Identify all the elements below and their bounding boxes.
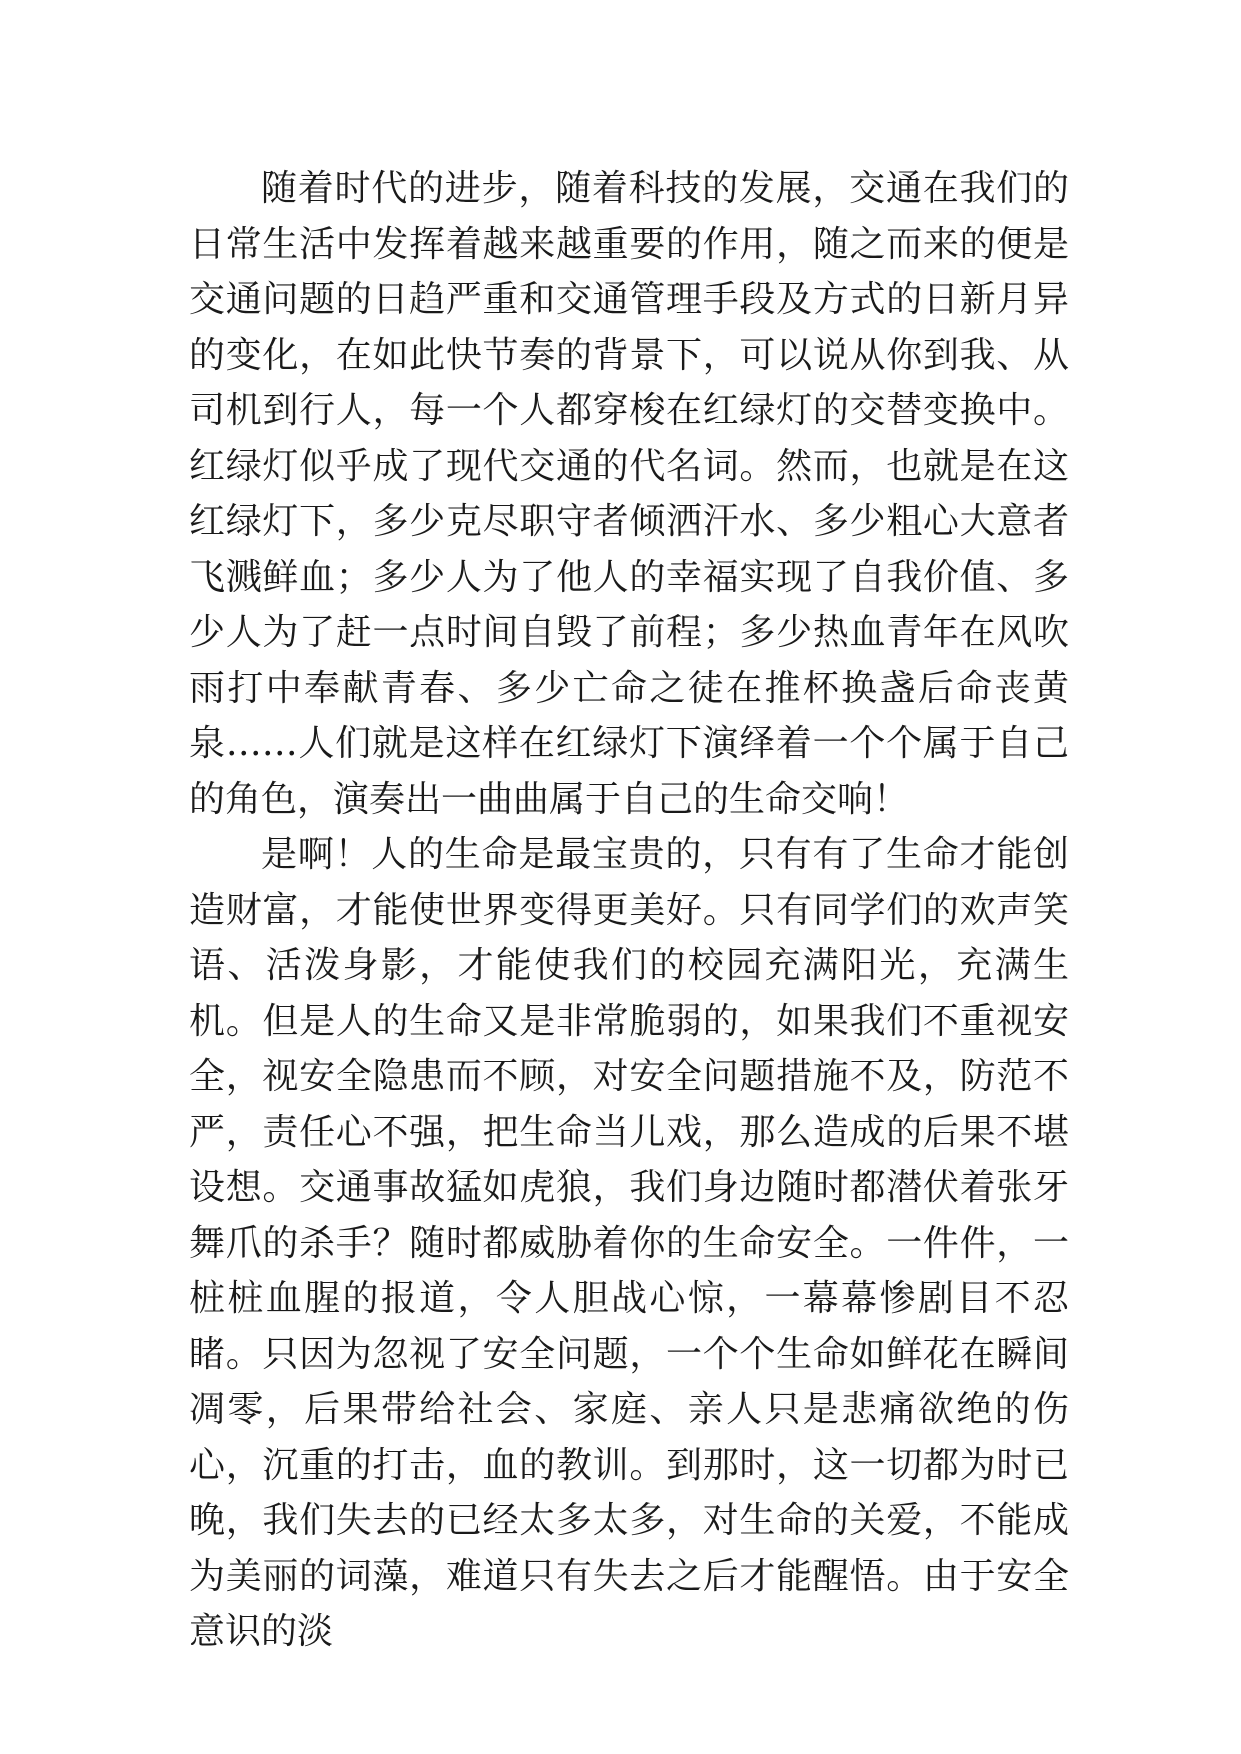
body-text — [189, 161, 1069, 1660]
paragraph-2: 是啊！人的生命是最宝贵的，只有有了生命才能创造财富，才能使世界变得更美好。只有同学们的欢声笑语、活泼身影，才能使我们的校园充满阳光，充满生机。但是人的生命又是非常脆弱的，如果我们不重视安全，视安全隐患而不顾，对安全问题措施不及，防范不严，责任心不强，把生命当儿戏，那么造成的后果不堪设想。交通事故猛如虎狼，我们身边随时都潜伏着张牙舞爪的杀手？随时都威胁着你的生命安全。一件件，一桩桩血腥的报道，令人胆战心惊，一幕幕惨剧目不忍睹。只因为忽视了安全问题，一个个生命如鲜花在瞬间凋零，后果带给社会、家庭、亲人只是悲痛欲绝的伤心，沉重的打击，血的教训。到那时，这一切都为时已晚，我们失去的已经太多太多，对生命的关爱，不能成为美丽的词藻，难道只有失去之后才能醒悟。由于安全意识的淡 — [189, 834, 1069, 1652]
paragraph-1: 随着时代的进步，随着科技的发展，交通在我们的日常生活中发挥着越来越重要的作用，随之而来的便是交通问题的日趋严重和交通管理手段及方式的日新月异的变化，在如此快节奏的背景下，可以说从你到我、从司机到行人，每一个人都穿梭在红绿灯的交替变换中。红绿灯似乎成了现代交通的代名词。然而，也就是在这红绿灯下，多少克尽职守者倾洒汗水、多少粗心大意者飞溅鲜血；多少人为了他人的幸福实现了自我价值、多少人为了赶一点时间自毁了前程；多少热血青年在风吹雨打中奉献青春、多少亡命之徒在推杯换盏后命丧黄泉……人们就是这样在红绿灯下演绎着一个个属于自己的角色，演奏出一曲曲属于自己的生命交响！ — [189, 168, 1069, 820]
